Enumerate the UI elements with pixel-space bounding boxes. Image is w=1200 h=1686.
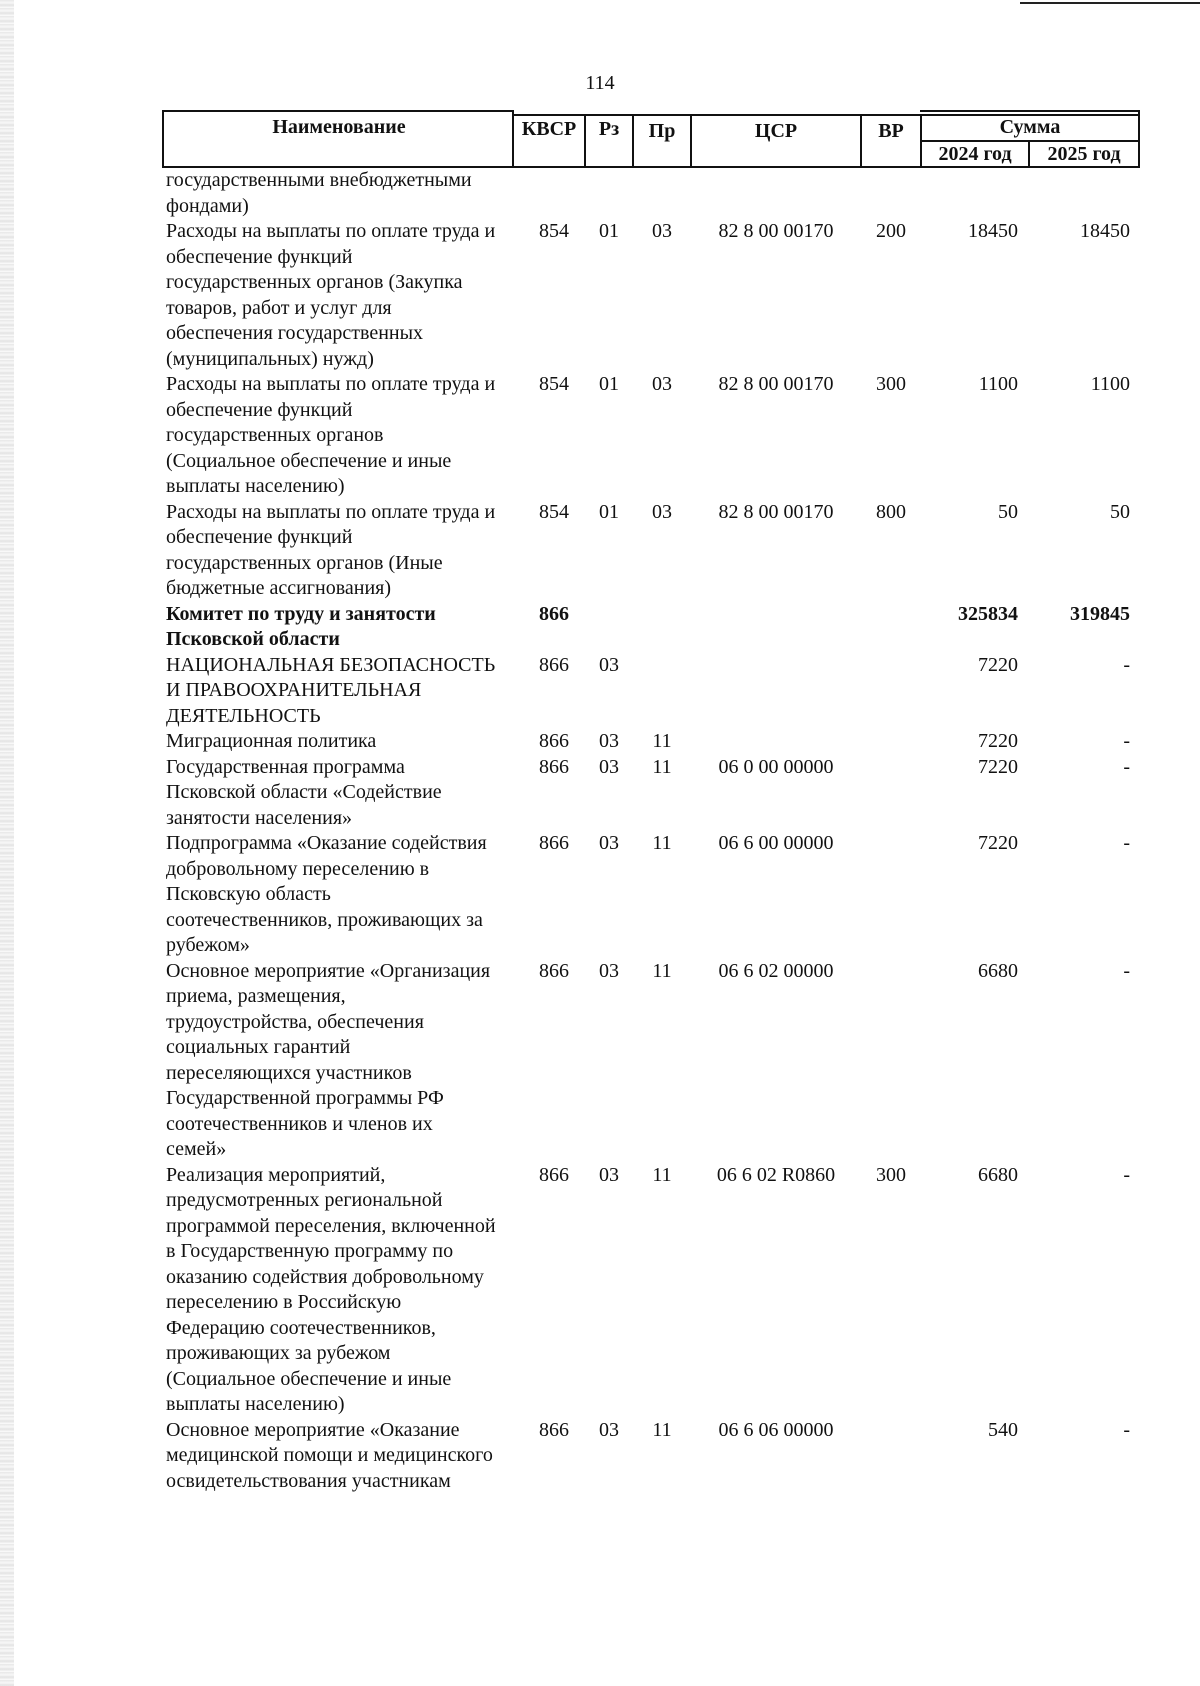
table-row xyxy=(162,1163,1140,1418)
row-sum-2025: 319845 xyxy=(1070,602,1130,625)
row-rz: 03 xyxy=(599,755,619,778)
row-kvsr: 866 xyxy=(539,832,569,854)
row-pr: 03 xyxy=(652,220,672,242)
row-pr: 03 xyxy=(652,500,672,523)
row-sum-2024: 7220 xyxy=(978,730,1018,752)
page-number: 114 xyxy=(585,72,615,94)
table-row xyxy=(162,500,1140,602)
header-pr: Пр xyxy=(648,120,676,142)
row-sum-2025: - xyxy=(1123,653,1130,676)
row-pr: 11 xyxy=(652,1418,672,1441)
row-name: Подпрограмма «Оказание содействия добровольному переселению в Псковскую область соотечественников, проживающих за рубежом» xyxy=(166,832,487,956)
row-name: государственными внебюджетными фондами) xyxy=(166,169,472,217)
row-sum-2025: - xyxy=(1123,959,1130,982)
row-name: Расходы на выплаты по оплате труда и обеспечение функций государственных органов (Закупка товаров, работ и услуг для обеспечения государственных (муниципальных) нужд) xyxy=(166,220,496,370)
row-vr: 300 xyxy=(876,373,906,395)
header-name: Наименование xyxy=(272,116,406,138)
row-sum-2025: - xyxy=(1123,1163,1130,1186)
row-kvsr: 866 xyxy=(539,959,569,982)
row-pr: 11 xyxy=(652,1163,672,1186)
header-kvsr: КВСР xyxy=(521,118,577,140)
header-sum: Сумма xyxy=(999,116,1061,138)
row-csr: 06 6 02 00000 xyxy=(718,959,834,982)
row-vr: 800 xyxy=(876,500,906,523)
row-pr: 03 xyxy=(652,373,672,395)
row-csr: 06 6 00 00000 xyxy=(718,832,834,854)
row-kvsr: 866 xyxy=(539,602,569,625)
table-row xyxy=(162,653,1140,730)
row-sum-2024: 18450 xyxy=(968,220,1018,242)
row-rz: 01 xyxy=(599,373,619,395)
row-rz: 03 xyxy=(599,730,619,752)
row-sum-2025: - xyxy=(1123,1418,1130,1441)
row-vr: 300 xyxy=(876,1163,906,1186)
table-row xyxy=(162,729,1140,755)
row-sum-2024: 6680 xyxy=(978,1163,1018,1186)
row-sum-2025: - xyxy=(1123,755,1130,778)
row-sum-2025: 1100 xyxy=(1090,373,1130,395)
row-pr: 11 xyxy=(652,730,672,752)
row-kvsr: 866 xyxy=(539,653,569,676)
row-name: Государственная программа Псковской области «Содействие занятости населения» xyxy=(166,755,442,829)
row-pr: 11 xyxy=(652,755,672,778)
row-kvsr: 866 xyxy=(539,730,569,752)
header-vr: ВР xyxy=(878,120,904,142)
row-rz: 03 xyxy=(599,832,619,854)
row-pr: 11 xyxy=(652,959,672,982)
table-row xyxy=(162,755,1140,832)
row-kvsr: 854 xyxy=(539,373,569,395)
row-rz: 03 xyxy=(599,959,619,982)
header-rz: Рз xyxy=(598,118,620,140)
row-sum-2025: - xyxy=(1123,832,1130,854)
row-csr: 06 0 00 00000 xyxy=(718,755,834,778)
table-row xyxy=(162,959,1140,1163)
table-row xyxy=(162,168,1140,219)
row-rz: 03 xyxy=(599,653,619,676)
row-name: Миграционная политика xyxy=(166,730,377,752)
row-sum-2025: 18450 xyxy=(1080,220,1130,242)
table-row xyxy=(162,219,1140,372)
row-kvsr: 854 xyxy=(539,220,569,242)
row-rz: 03 xyxy=(599,1418,619,1441)
scan-mark xyxy=(1020,2,1200,4)
scan-edge xyxy=(0,0,14,1686)
row-kvsr: 854 xyxy=(539,500,569,523)
row-kvsr: 866 xyxy=(539,755,569,778)
row-sum-2024: 7220 xyxy=(978,653,1018,676)
row-name: Расходы на выплаты по оплате труда и обеспечение функций государственных органов (Социальное обеспечение и иные выплаты населению) xyxy=(166,373,496,497)
row-csr: 06 6 06 00000 xyxy=(718,1418,834,1441)
header-2025: 2025 год xyxy=(1047,143,1121,165)
row-rz: 01 xyxy=(599,220,619,242)
row-sum-2025: 50 xyxy=(1110,500,1130,523)
row-sum-2025: - xyxy=(1123,730,1130,752)
header-2024: 2024 год xyxy=(938,143,1012,165)
row-name: Основное мероприятие «Организация приема, размещения, трудоустройства, обеспечения социальных гарантий переселяющихся участников Государственной программы РФ соотечественников и членов их семей» xyxy=(166,959,491,1160)
table-row xyxy=(162,602,1140,653)
header-csr: ЦСР xyxy=(754,120,798,142)
row-vr: 200 xyxy=(876,220,906,242)
row-sum-2024: 540 xyxy=(988,1418,1018,1441)
row-sum-2024: 7220 xyxy=(978,832,1018,854)
row-pr: 11 xyxy=(652,832,672,854)
row-name: НАЦИОНАЛЬНАЯ БЕЗОПАСНОСТЬ И ПРАВООХРАНИТЕЛЬНАЯ ДЕЯТЕЛЬНОСТЬ xyxy=(166,653,496,727)
table-header xyxy=(162,110,1140,170)
row-csr: 82 8 00 00170 xyxy=(718,220,834,242)
row-rz: 03 xyxy=(599,1163,619,1186)
row-csr: 06 6 02 R0860 xyxy=(716,1163,836,1186)
row-kvsr: 866 xyxy=(539,1163,569,1186)
row-sum-2024: 7220 xyxy=(978,755,1018,778)
row-name: Основное мероприятие «Оказание медицинской помощи и медицинского освидетельствования участникам xyxy=(166,1418,493,1492)
table-body xyxy=(162,168,1140,1494)
row-csr: 82 8 00 00170 xyxy=(718,500,834,523)
row-csr: 82 8 00 00170 xyxy=(718,373,834,395)
row-name: Реализация мероприятий, предусмотренных региональной программой переселения, включенной в Государственную программу по оказанию содействия добровольному переселению в Российскую Федерацию соотечественников, проживающих за рубежом (Социальное обеспечение и иные выплаты населению) xyxy=(166,1163,496,1415)
row-sum-2024: 50 xyxy=(998,500,1018,523)
table-row xyxy=(162,831,1140,959)
row-rz: 01 xyxy=(599,500,619,523)
table-row xyxy=(162,1418,1140,1495)
table-row xyxy=(162,372,1140,500)
row-kvsr: 866 xyxy=(539,1418,569,1441)
row-sum-2024: 325834 xyxy=(958,602,1018,625)
row-name: Комитет по труду и занятости Псковской области xyxy=(166,602,436,650)
row-sum-2024: 6680 xyxy=(978,959,1018,982)
row-name: Расходы на выплаты по оплате труда и обеспечение функций государственных органов (Иные бюджетные ассигнования) xyxy=(166,500,496,599)
row-sum-2024: 1100 xyxy=(978,373,1018,395)
